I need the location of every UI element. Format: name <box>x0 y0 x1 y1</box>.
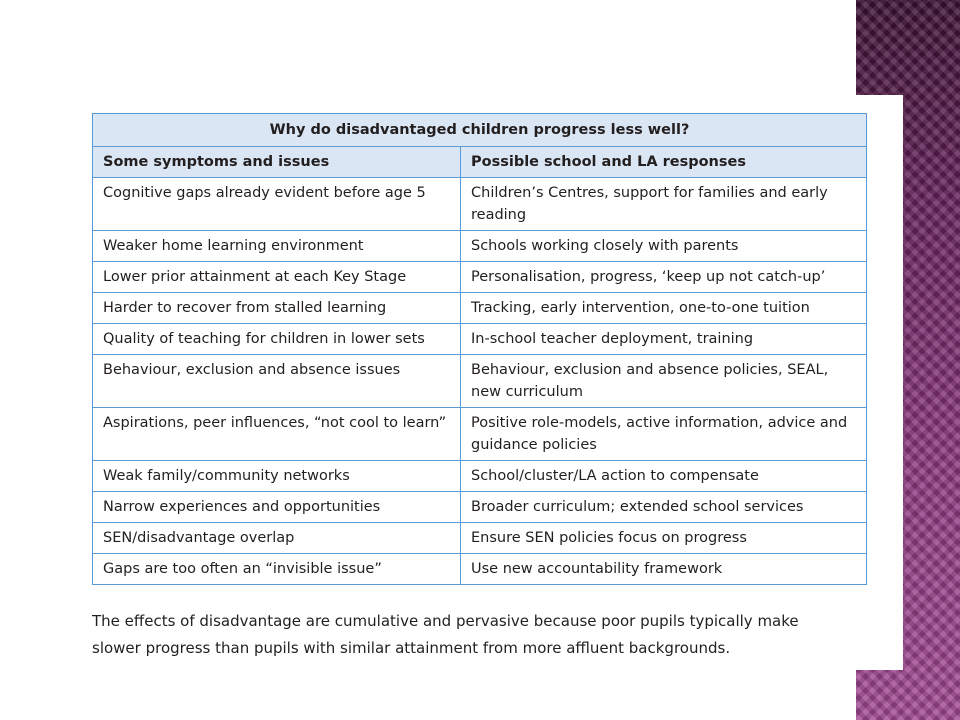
table-row <box>93 262 867 293</box>
table-row <box>93 324 867 355</box>
response-cell: School/cluster/LA action to compensate <box>461 461 867 492</box>
symptom-cell: Aspirations, peer influences, “not cool to learn” <box>93 408 461 461</box>
symptom-cell: Lower prior attainment at each Key Stage <box>93 262 461 293</box>
table-row <box>93 554 867 585</box>
symptom-cell: Weak family/community networks <box>93 461 461 492</box>
disadvantage-table <box>92 113 867 585</box>
table-caption: The effects of disadvantage are cumulative and pervasive because poor pupils typically make slower progress than pupils with similar attainment from more affluent backgrounds. <box>92 612 799 657</box>
symptom-cell: SEN/disadvantage overlap <box>93 523 461 554</box>
table-title-row <box>93 114 867 147</box>
symptom-cell: Quality of teaching for children in lower sets <box>93 324 461 355</box>
table-row <box>93 492 867 523</box>
column-header-symptoms: Some symptoms and issues <box>93 147 461 178</box>
table-row <box>93 293 867 324</box>
response-cell: Schools working closely with parents <box>461 231 867 262</box>
symptom-cell: Cognitive gaps already evident before age 5 <box>93 178 461 231</box>
symptom-cell: Weaker home learning environment <box>93 231 461 262</box>
response-cell: Ensure SEN policies focus on progress <box>461 523 867 554</box>
table-header-row <box>93 147 867 178</box>
table-row <box>93 461 867 492</box>
table-title: Why do disadvantaged children progress less well? <box>93 114 867 147</box>
table-row <box>93 231 867 262</box>
table-row <box>93 178 867 231</box>
column-header-responses: Possible school and LA responses <box>461 147 867 178</box>
table-row <box>93 523 867 554</box>
symptom-cell: Gaps are too often an “invisible issue” <box>93 554 461 585</box>
response-cell: Positive role-models, active information, advice and guidance policies <box>461 408 867 461</box>
table-row <box>93 355 867 408</box>
symptom-cell: Harder to recover from stalled learning <box>93 293 461 324</box>
symptom-cell: Behaviour, exclusion and absence issues <box>93 355 461 408</box>
table-row <box>93 408 867 461</box>
response-cell: Behaviour, exclusion and absence policies, SEAL, new curriculum <box>461 355 867 408</box>
response-cell: Use new accountability framework <box>461 554 867 585</box>
response-cell: Children’s Centres, support for families and early reading <box>461 178 867 231</box>
symptom-cell: Narrow experiences and opportunities <box>93 492 461 523</box>
response-cell: In-school teacher deployment, training <box>461 324 867 355</box>
response-cell: Personalisation, progress, ‘keep up not catch-up’ <box>461 262 867 293</box>
response-cell: Broader curriculum; extended school services <box>461 492 867 523</box>
response-cell: Tracking, early intervention, one-to-one tuition <box>461 293 867 324</box>
